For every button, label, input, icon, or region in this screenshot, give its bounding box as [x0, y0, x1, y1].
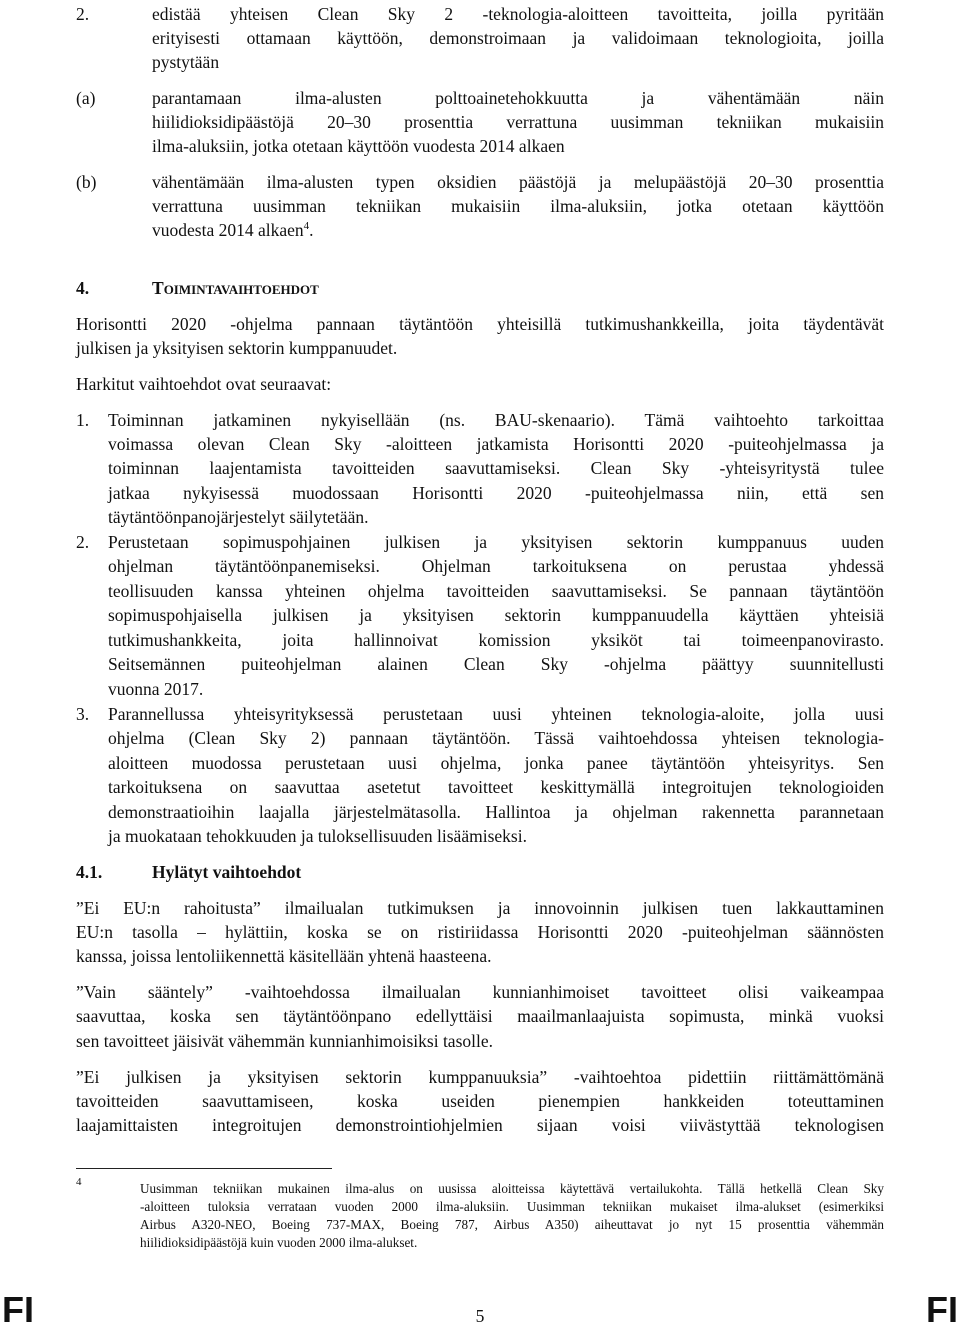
item-b-line-3: vuodesta 2014 alkaen$^4$.	[152, 220, 314, 240]
section-4-number: 4.	[76, 278, 90, 298]
section-4-1-title: Hylätyt vaihtoehdot	[152, 862, 302, 882]
section-4-intro-line-2: julkisen ja yksityisen sektorin kumppanuudet.	[76, 338, 398, 358]
option-2-marker: 2.	[76, 532, 90, 552]
section-4-1-number: 4.1.	[76, 862, 103, 882]
list-marker-b: (b)	[76, 172, 97, 192]
option-2-line-3: teollisuuden kanssa yhteinen ohjelma tavoitteiden saavuttamiseksi. Se pannaan täytäntöön	[108, 581, 884, 601]
option-3-line-5: demonstraatioihin laajalla järjestelmätasolla. Hallintoa ja ohjelman rakennetta parannetaan	[108, 802, 884, 822]
footnote-line-3: Airbus A320-NEO, Boeing 737-MAX, Boeing 787, Airbus A350) aiheuttavat jo nyt 15 prosenttia vähemmän	[140, 1217, 884, 1232]
rejected-3-line-1: ”Ei julkisen ja yksityisen sektorin kumppanuuksia” -vaihtoehtoa pidettiin riittämättömänä	[76, 1067, 884, 1087]
option-1-line-5: täytäntöönpanojärjestelyt säilytetään.	[108, 507, 369, 527]
footnote-text	[140, 1180, 884, 1252]
option-2-line-6: Seitsemännen puiteohjelman alainen Clean Sky -ohjelma päättyy suunnitellusti	[108, 654, 884, 674]
section-4-title: TOIMINTAVAIHTOEHDOT	[152, 278, 319, 298]
option-1-line-2: voimassa olevan Clean Sky -aloitteen jatkamista Horisontti 2020 -puiteohjelmassa ja	[108, 434, 884, 454]
item-a-line-1: parantamaan ilma-alusten polttoainetehokkuutta ja vähentämään näin	[152, 88, 884, 108]
item-b-line-2: verrattuna uusimman tekniikan mukaisiin ilma-aluksiin, jotka otetaan käyttöön	[152, 196, 884, 216]
option-1-line-1: Toiminnan jatkaminen nykyisellään (ns. BAU-skenaario). Tämä vaihtoehto tarkoittaa	[108, 410, 884, 430]
item2-line-2: erityisesti ottamaan käyttöön, demonstroimaan ja validoimaan teknologioita, joilla	[152, 28, 884, 48]
option-1-marker: 1.	[76, 410, 90, 430]
footnote-ref[interactable]: 4	[303, 220, 310, 233]
option-3-line-4: tarkoituksena on saavuttaa asetetut tavoitteet keskittymällä integroitujen teknologioiden	[108, 777, 884, 797]
footer-language-left: FI	[2, 1289, 34, 1330]
option-2-line-5: tutkimushankkeita, joita hallinnoivat komission yksiköt tai toimeenpanovirasto.	[108, 630, 884, 650]
rejected-2-line-2: saavuttaa, koska sen täytäntöönpano edellyttäisi maailmanlaajuista sopimusta, minkä vuoksi	[76, 1006, 884, 1026]
considered-options-label: Harkitut vaihtoehdot ovat seuraavat:	[76, 374, 332, 394]
item2-line-1: edistää yhteisen Clean Sky 2 -teknologia-aloitteen tavoitteita, joilla pyritään	[152, 4, 884, 24]
option-2-line-7: vuonna 2017.	[108, 679, 204, 699]
option-2-line-4: sopimuspohjaisella julkisen ja yksityisen sektorin kumppanuudella käyttäen yhteisiä	[108, 605, 884, 625]
item-a-line-3: ilma-aluksiin, jotka otetaan käyttöön vuodesta 2014 alkaen	[152, 136, 565, 156]
option-3-line-1: Parannellussa yhteisyrityksessä perustetaan uusi yhteinen teknologia-aloite, jolla uusi	[108, 704, 884, 724]
option-1-line-3: toiminnan laajentamista tavoitteiden saavuttamiseksi. Clean Sky -yhteisyritystä tulee	[108, 458, 884, 478]
rejected-1-line-1: ”Ei EU:n rahoitusta” ilmailualan tutkimuksen ja innovoinnin julkisen tuen lakkauttaminen	[76, 898, 884, 918]
list-marker-2: 2.	[76, 4, 90, 24]
item2-line-3: pystytään	[152, 52, 220, 72]
page-number: 5	[475, 1306, 485, 1326]
rejected-2-line-1: ”Vain sääntely” -vaihtoehdossa ilmailualan kunnianhimoiset tavoitteet olisi vaikeampaa	[76, 982, 884, 1002]
rejected-1-line-3: kanssa, joissa lentoliikennettä käsitellään yhtenä haasteena.	[76, 946, 492, 966]
option-3-line-6: ja muokataan tehokkuuden ja tuloksellisuuden lisäämiseksi.	[108, 826, 527, 846]
rejected-2-line-3: sen tavoitteet jäisivät vähemmän kunnianhimoisiksi tasolle.	[76, 1031, 494, 1051]
footnote-separator	[76, 1168, 332, 1169]
option-2-line-1: Perustetaan sopimuspohjainen julkisen ja yksityisen sektorin kumppanuus uuden	[108, 532, 884, 552]
footnote-line-2: -aloitteen tuloksia verrataan vuoden 2000 ilma-aluksiin. Uusimman tekniikan mukaiset ilma-alukset (esimerkiksi	[140, 1199, 884, 1214]
item-b-line-1: vähentämään ilma-alusten typen oksidien päästöjä ja melupäästöjä 20‒30 prosenttia	[152, 172, 884, 192]
section-4-intro-line-1: Horisontti 2020 -ohjelma pannaan täytäntöön yhteisillä tutkimushankkeilla, joita täydentävät	[76, 314, 884, 334]
rejected-1-line-2: EU:n tasolla – hylättiin, koska se on ristiriidassa Horisontti 2020 -puiteohjelman säännösten	[76, 922, 884, 942]
option-2-line-2: ohjelman täytäntöönpanemiseksi. Ohjelman tarkoituksena on perustaa yhdessä	[108, 556, 884, 576]
footnote-number: 4	[76, 1176, 82, 1188]
footer-language-right: FI	[926, 1289, 958, 1330]
list-marker-a: (a)	[76, 88, 96, 108]
rejected-3-line-2: tavoitteiden saavuttamiseen, koska useiden pienempien hankkeiden toteuttaminen	[76, 1091, 884, 1111]
rejected-3-line-3: laajamittaisten integroitujen demonstrointiohjelmien sijaan voisi viivästyttää teknologisen	[76, 1115, 884, 1135]
option-3-line-2: ohjelma (Clean Sky 2) pannaan täytäntöön. Tässä vaihtoehdossa yhteisen teknologia-	[108, 728, 884, 748]
option-1-line-4: jatkaa nykyisessä muodossaan Horisontti 2020 -puiteohjelmassa niin, että sen	[108, 483, 884, 503]
footnote-line-1: Uusimman tekniikan mukainen ilma-alus on uusissa aloitteissa käytettävä vertailukohta. Tällä hetkellä Clean Sky	[140, 1181, 884, 1196]
item-a-line-2: hiilidioksidipäästöjä 20‒30 prosenttia verrattuna uusimman tekniikan mukaisiin	[152, 112, 884, 132]
option-3-line-3: aloitteen muodossa perustetaan uusi ohjelma, jonka panee täytäntöön yhteisyritys. Sen	[108, 753, 884, 773]
option-3-marker: 3.	[76, 704, 90, 724]
footnote-line-4: hiilidioksidipäästöjä kuin vuoden 2000 ilma-alukset.	[140, 1235, 418, 1250]
